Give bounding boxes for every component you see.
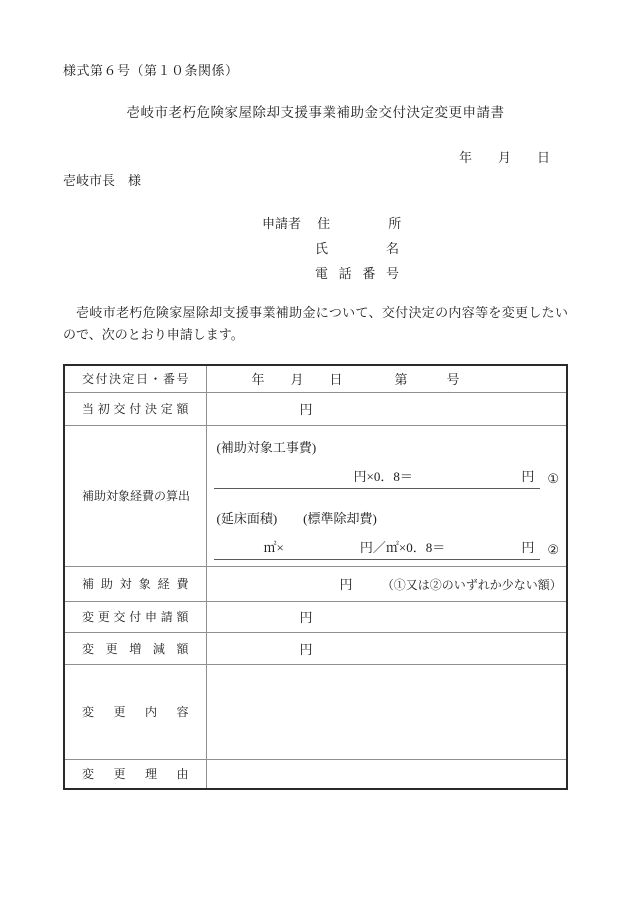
formula-2-unit: 円 bbox=[521, 539, 535, 555]
formula-2-underline bbox=[214, 539, 541, 560]
row-label-decision-date-number: 交付決定日・番号 bbox=[64, 365, 206, 392]
form-number: 様式第６号（第１０条関係） bbox=[63, 63, 239, 78]
formula-2 bbox=[214, 539, 560, 560]
application-table bbox=[63, 364, 568, 790]
applicant-row-name bbox=[302, 236, 568, 261]
change-request-amount-value: 円 bbox=[206, 601, 567, 632]
table-row-change-request-amount bbox=[64, 601, 567, 632]
body-paragraph: 壱岐市老朽危険家屋除却支援事業補助金について、交付決定の内容等を変更したいので、次のとおり申請します。 bbox=[63, 305, 568, 342]
applicant-block bbox=[262, 211, 568, 286]
row-label-change-delta-amount: 変更増減額 bbox=[64, 632, 206, 664]
initial-grant-amount-value: 円 bbox=[206, 392, 567, 425]
row-label-change-reason: 変更理由 bbox=[64, 759, 206, 789]
subsidy-expense-note: （①又は②のいずれか少ない額） bbox=[381, 578, 562, 592]
formula-2-sqm: ㎡× bbox=[263, 539, 284, 555]
subsidy-expense-cell bbox=[206, 566, 567, 601]
formula-1-circled-number: ① bbox=[547, 470, 559, 486]
table-row-change-content bbox=[64, 664, 567, 759]
formula-1-underline bbox=[214, 468, 541, 489]
table-row-decision bbox=[64, 365, 567, 392]
formula-1 bbox=[214, 468, 560, 489]
expense-calculation-cell bbox=[206, 425, 567, 566]
formula-2-expression: 円／㎡×0．8＝ bbox=[359, 539, 446, 555]
table-row-expense-calculation bbox=[64, 425, 567, 566]
applicant-row-phone bbox=[302, 261, 568, 286]
date-line: 年 月 日 bbox=[458, 150, 550, 165]
applicant-row-address bbox=[262, 211, 568, 236]
table-row-initial-amount bbox=[64, 392, 567, 425]
decision-date-number-value: 年 月 日 第 号 bbox=[206, 365, 567, 392]
calc-caption-floor-area: (延床面積) (標準除却費) bbox=[216, 510, 377, 526]
calc-caption-construction-cost: (補助対象工事費) bbox=[216, 439, 317, 455]
row-label-change-request-amount: 変更交付申請額 bbox=[64, 601, 206, 632]
addressee-line: 壱岐市長 様 bbox=[63, 173, 142, 188]
applicant-name-label: 氏名 bbox=[315, 241, 399, 256]
formula-1-unit: 円 bbox=[521, 468, 535, 484]
row-label-subsidy-expense: 補助対象経費 bbox=[64, 566, 206, 601]
applicant-address-label: 住所 bbox=[317, 216, 402, 231]
change-content-value bbox=[206, 664, 567, 759]
row-label-initial-grant-amount: 当初交付決定額 bbox=[64, 392, 206, 425]
formula-1-expression: 円×0．8＝ bbox=[353, 468, 413, 484]
applicant-phone-label: 電話番号 bbox=[315, 266, 399, 281]
document-title: 壱岐市老朽危険家屋除却支援事業補助金交付決定変更申請書 bbox=[126, 105, 505, 120]
table-row-subsidy-expense bbox=[64, 566, 567, 601]
applicant-label: 申請者 bbox=[262, 216, 302, 231]
change-reason-value bbox=[206, 759, 567, 789]
table-row-change-reason bbox=[64, 759, 567, 789]
row-label-change-content: 変更内容 bbox=[64, 664, 206, 759]
subsidy-expense-unit: 円 bbox=[339, 577, 353, 592]
formula-2-circled-number: ② bbox=[547, 541, 559, 557]
table-row-change-delta-amount bbox=[64, 632, 567, 664]
row-label-expense-calculation: 補助対象経費の算出 bbox=[64, 425, 206, 566]
change-delta-amount-value: 円 bbox=[206, 632, 567, 664]
